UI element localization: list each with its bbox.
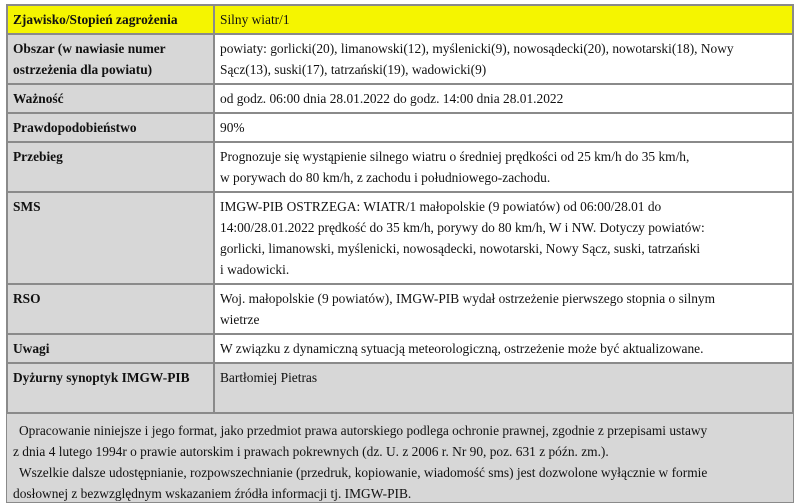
value-phenomenon	[214, 5, 793, 34]
value-line: wietrze	[220, 312, 260, 327]
value-rso	[214, 284, 793, 334]
value-area	[214, 34, 793, 84]
value-line: Sącz(13), suski(17), tatrzański(19), wadowicki(9)	[220, 62, 487, 77]
value-line: 90%	[220, 120, 245, 135]
label-area: Obszar (w nawiasie numer ostrzeżenia dla powiatu)	[7, 34, 214, 84]
value-line: od godz. 06:00 dnia 28.01.2022 do godz. 14:00 dnia 28.01.2022	[220, 91, 564, 106]
warning-document	[6, 4, 794, 503]
notice-line: z dnia 4 lutego 1994r o prawie autorskim i prawach pokrewnych (dz. U. z 2006 r. Nr 90, poz. 631 z późn. zm.).	[13, 444, 609, 459]
label-course: Przebieg	[7, 142, 214, 192]
row-probability	[7, 113, 793, 142]
value-validity	[214, 84, 793, 113]
label-sms: SMS	[7, 192, 214, 284]
value-line: powiaty: gorlicki(20), limanowski(12), myślenicki(9), nowosądecki(20), nowotarski(18), Nowy	[220, 41, 734, 56]
row-validity	[7, 84, 793, 113]
notice-line: Opracowanie niniejsze i jego format, jako przedmiot prawa autorskiego podlega ochronie prawnej, zgodnie z przepisami ustawy	[19, 423, 708, 438]
value-line: Silny wiatr/1	[220, 12, 290, 27]
value-remarks	[214, 334, 793, 363]
row-phenomenon	[7, 5, 793, 34]
warning-table	[6, 4, 794, 414]
label-validity: Ważność	[7, 84, 214, 113]
value-course	[214, 142, 793, 192]
row-rso	[7, 284, 793, 334]
value-line: IMGW-PIB OSTRZEGA: WIATR/1 małopolskie (9 powiatów) od 06:00/28.01 do	[220, 199, 662, 214]
value-line: Prognozuje się wystąpienie silnego wiatru o średniej prędkości od 25 km/h do 35 km/h,	[220, 149, 690, 164]
value-probability	[214, 113, 793, 142]
row-course	[7, 142, 793, 192]
value-line: gorlicki, limanowski, myślenicki, nowosądecki, nowotarski, Nowy Sącz, suski, tatrzański	[220, 241, 701, 256]
label-rso: RSO	[7, 284, 214, 334]
row-area	[7, 34, 793, 84]
value-line: Bartłomiej Pietras	[220, 370, 318, 385]
value-line: W związku z dynamiczną sytuacją meteorologiczną, ostrzeżenie może być aktualizowane.	[220, 341, 704, 356]
label-forecaster: Dyżurny synoptyk IMGW-PIB	[7, 363, 214, 413]
notice-line: Wszelkie dalsze udostępnianie, rozpowszechnianie (przedruk, kopiowanie, wiadomość sms) jest dozwolone wyłącznie w formie	[19, 465, 708, 480]
row-remarks	[7, 334, 793, 363]
label-phenomenon: Zjawisko/Stopień zagrożenia	[7, 5, 214, 34]
label-probability: Prawdopodobieństwo	[7, 113, 214, 142]
value-sms	[214, 192, 793, 284]
label-remarks: Uwagi	[7, 334, 214, 363]
notice-line: dosłownej z bezwzględnym wskazaniem źródła informacji tj. IMGW-PIB.	[13, 486, 412, 501]
value-line: i wadowicki.	[220, 262, 290, 277]
row-sms	[7, 192, 793, 284]
row-forecaster	[7, 363, 793, 413]
value-line: Woj. małopolskie (9 powiatów), IMGW-PIB wydał ostrzeżenie pierwszego stopnia o silnym	[220, 291, 716, 306]
copyright-notice	[6, 414, 794, 503]
value-line: 14:00/28.01.2022 prędkość do 35 km/h, porywy do 80 km/h, W i NW. Dotyczy powiatów:	[220, 220, 705, 235]
value-line: w porywach do 80 km/h, z zachodu i południowego-zachodu.	[220, 170, 551, 185]
value-forecaster	[214, 363, 793, 413]
